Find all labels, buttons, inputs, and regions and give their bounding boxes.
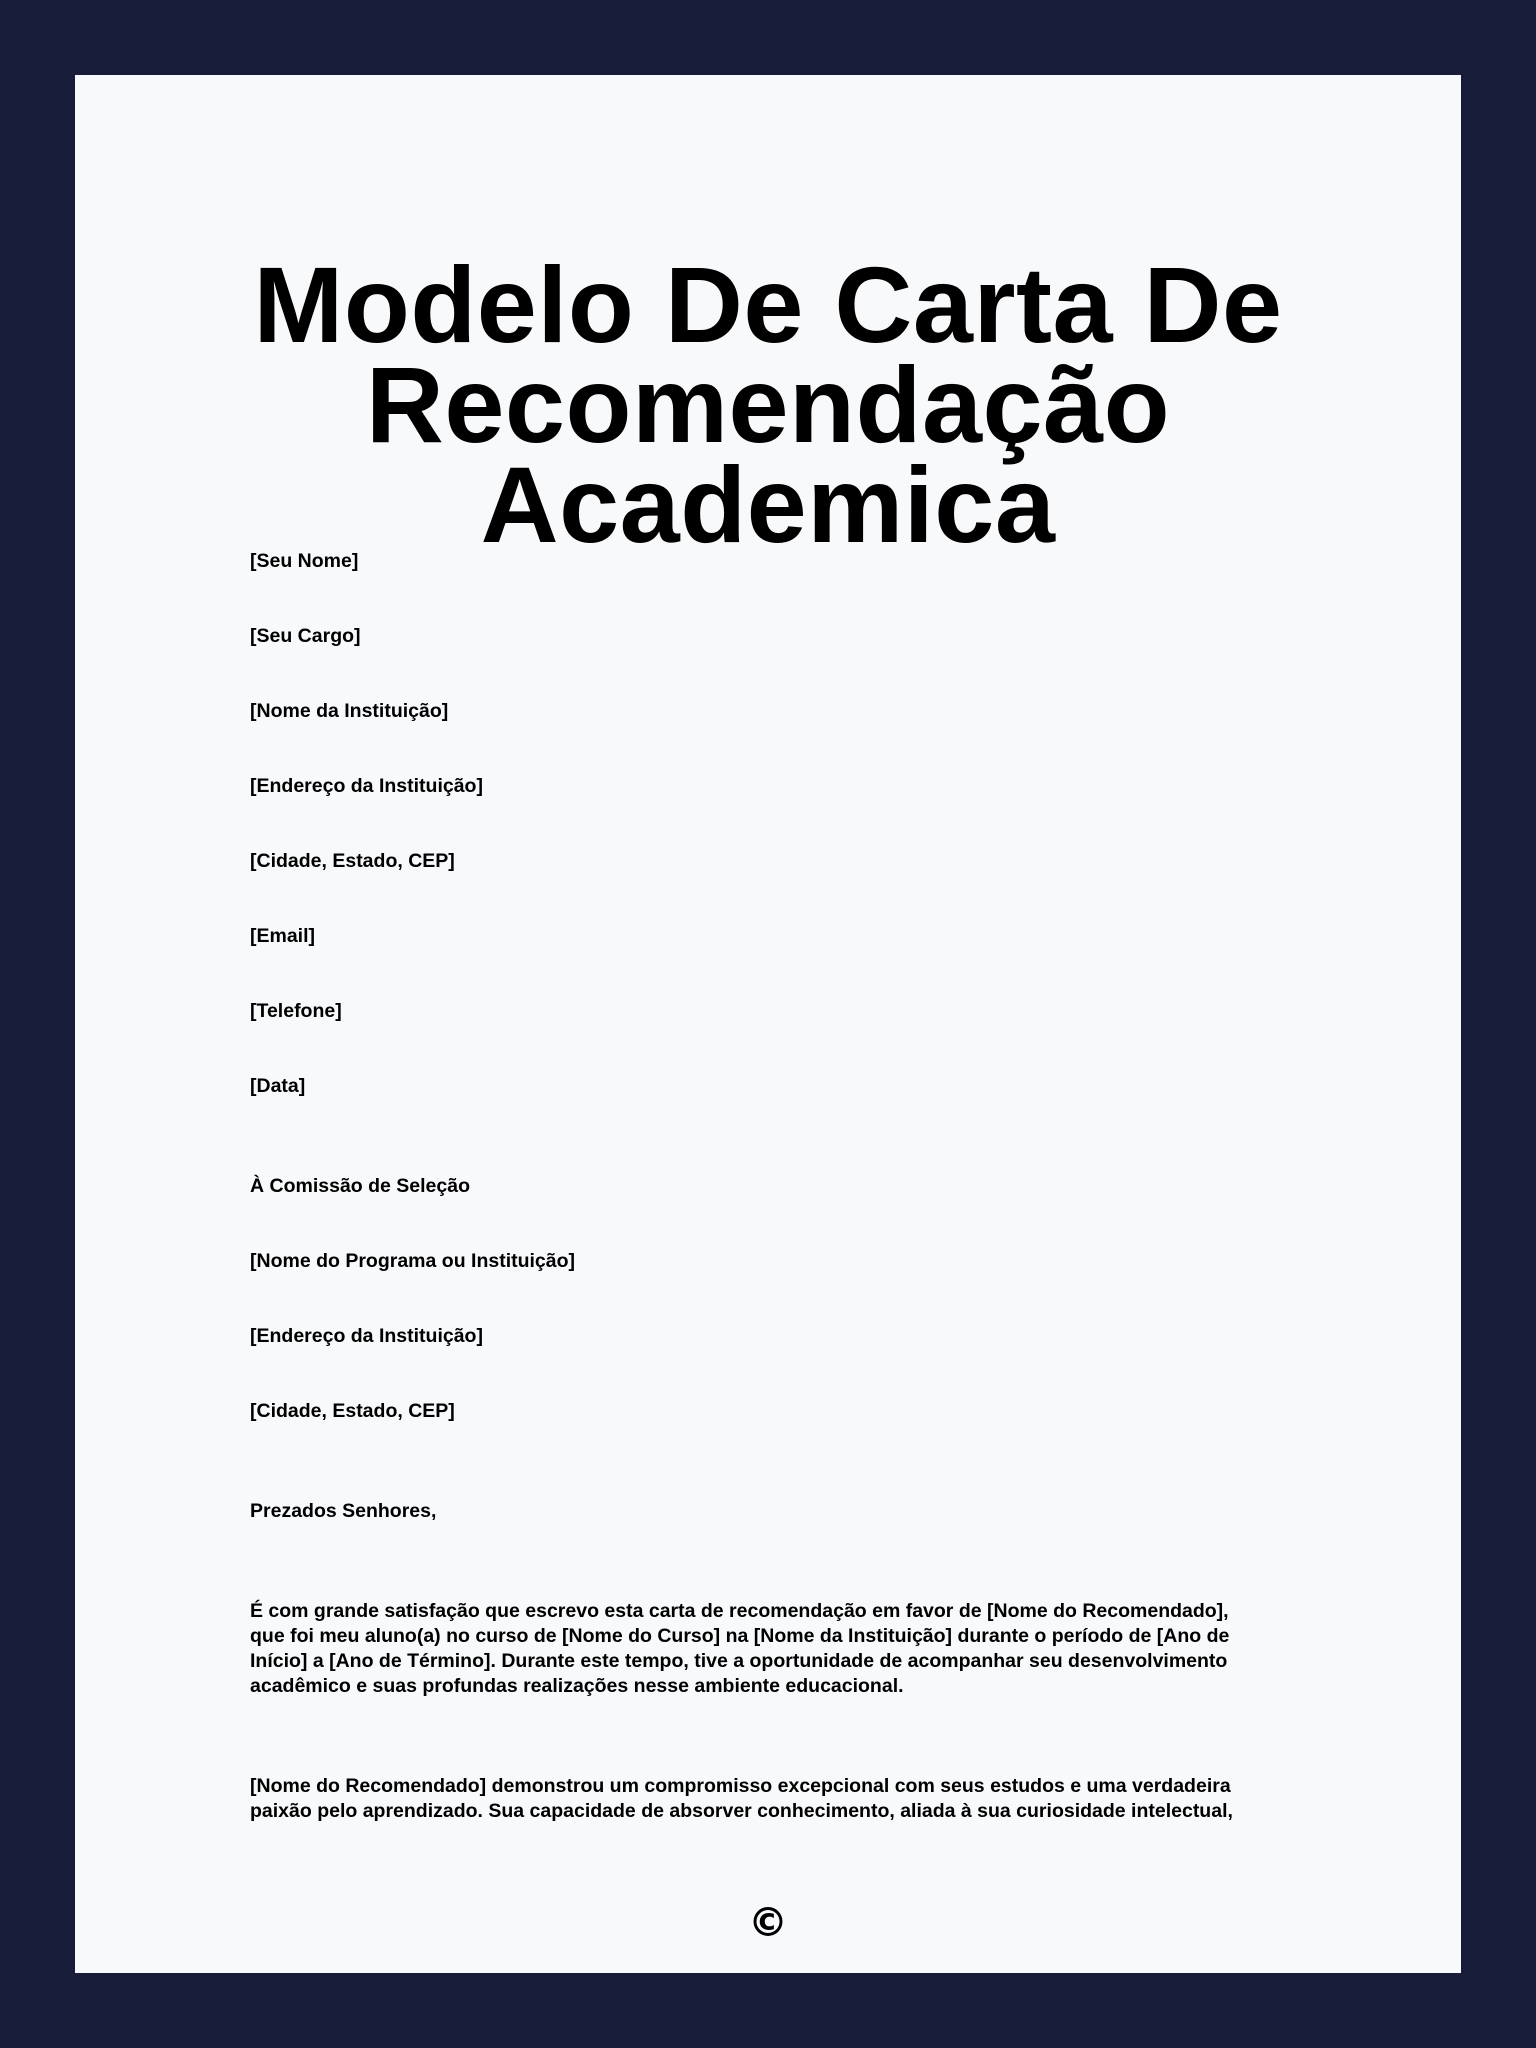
document-page — [75, 75, 1461, 1973]
sender-email: [Email] — [250, 925, 316, 947]
sender-institution: [Nome da Instituição] — [250, 700, 449, 722]
recipient-address: [Endereço da Instituição] — [250, 1325, 483, 1347]
title-line-1: Modelo De Carta De — [253, 244, 1283, 365]
paragraph-1-line: É com grande satisfação que escrevo esta carta de recomendação em favor de [Nome do Recomendado], — [250, 1600, 1229, 1622]
copyright-icon: © — [748, 1900, 788, 1946]
recipient-program: [Nome do Programa ou Instituição] — [250, 1250, 576, 1272]
paragraph-1-line: acadêmico e suas profundas realizações nesse ambiente educacional. — [250, 1675, 904, 1697]
paragraph-1-line: Início] a [Ano de Término]. Durante este tempo, tive a oportunidade de acompanhar seu desenvolvimento — [250, 1650, 1228, 1672]
paragraph-2-line: paixão pelo aprendizado. Sua capacidade de absorver conhecimento, aliada à sua curiosidade intelectual, — [250, 1800, 1233, 1822]
recipient-committee: À Comissão de Seleção — [250, 1175, 471, 1197]
letter-date: [Data] — [250, 1075, 306, 1097]
sender-name: [Seu Nome] — [250, 550, 359, 572]
sender-phone: [Telefone] — [250, 1000, 342, 1022]
paragraph-1-line: que foi meu aluno(a) no curso de [Nome do Curso] na [Nome da Instituição] durante o período de [Ano de — [250, 1625, 1230, 1647]
sender-position: [Seu Cargo] — [250, 625, 361, 647]
paragraph-1 — [250, 1599, 1350, 1699]
paragraph-2 — [250, 1774, 1350, 1824]
sender-city: [Cidade, Estado, CEP] — [250, 850, 455, 872]
title-line-2: Recomendação Academica — [365, 344, 1171, 565]
sender-address: [Endereço da Instituição] — [250, 775, 483, 797]
recipient-city: [Cidade, Estado, CEP] — [250, 1400, 455, 1422]
paragraph-2-line: [Nome do Recomendado] demonstrou um compromisso excepcional com seus estudos e uma verdadeira — [250, 1775, 1231, 1797]
salutation: Prezados Senhores, — [250, 1500, 437, 1522]
